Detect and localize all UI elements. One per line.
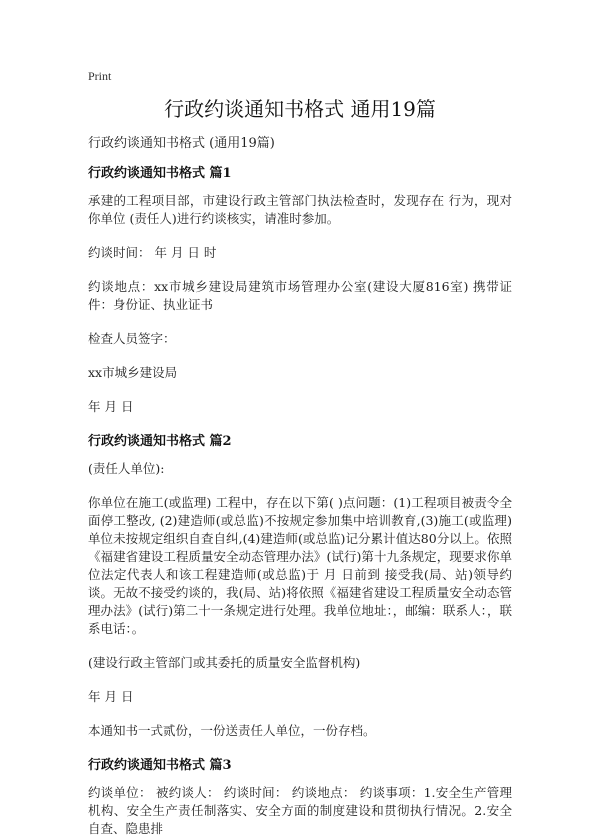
paragraph: 检查人员签字：	[88, 331, 176, 346]
paragraph: 承建的工程项目部，市建设行政主管部门执法检查时，发现存在 行为，现对你单位 (责任人)进行约谈核实，请准时参加。	[88, 193, 512, 226]
section-heading: 行政约谈通知书格式 篇1	[88, 166, 232, 181]
section-heading: 行政约谈通知书格式 篇3	[88, 758, 232, 773]
document-title: 行政约谈通知书格式 通用19篇	[164, 97, 436, 121]
paragraph: 约谈单位： 被约谈人： 约谈时间： 约谈地点： 约谈事项：1.安全生产管理机构、安全生产责任制落实、安全方面的制度建设和贯彻执行情况。2.安全自查、隐患排	[88, 785, 512, 836]
paragraph: 约谈时间： 年 月 日 时	[88, 245, 217, 260]
paragraph: 年 月 日	[88, 399, 134, 414]
paragraph: 你单位在施工(或监理) 工程中，存在以下第( )点问题：(1)工程项目被责令全面停工整改, (2)建造师(或总监)不按规定参加集中培训教育,(3)施工(或监理)单位未按规定组织自查自纠,(4)建造师(或总监)记分累计值达80分以上。依照《福建省建设工程质量安全动态管理办法》(试行)第十九条规定，现要求你单位法定代表人和该工程建造师(或总监)于 月 日前到 接受我(局、站)领导约谈。无故不接受约谈的，我(局、站)将依照《福建省建设工程质量安全动态管理办法》(试行)第二十一条规定进行处理。我单位地址：，邮编：联系人：，联系电话：。	[88, 495, 512, 636]
paragraph: 本通知书一式贰份，一份送责任人单位，一份存档。	[88, 723, 376, 738]
paragraph: 约谈地点：xx市城乡建设局建筑市场管理办公室(建设大厦816室) 携带证件：身份证、执业证书	[88, 279, 512, 312]
paragraph: 年 月 日	[88, 689, 134, 704]
paragraph: (责任人单位):	[88, 461, 165, 476]
paragraph: xx市城乡建设局	[88, 365, 178, 380]
section-2	[88, 432, 512, 740]
paragraph: (建设行政主管部门或其委托的质量安全监督机构)	[88, 655, 361, 670]
print-label[interactable]: Print	[88, 69, 112, 83]
section-heading: 行政约谈通知书格式 篇2	[88, 434, 232, 449]
section-3	[88, 756, 512, 838]
section-1	[88, 164, 512, 416]
document-subtitle: 行政约谈通知书格式 (通用19篇)	[88, 136, 275, 151]
